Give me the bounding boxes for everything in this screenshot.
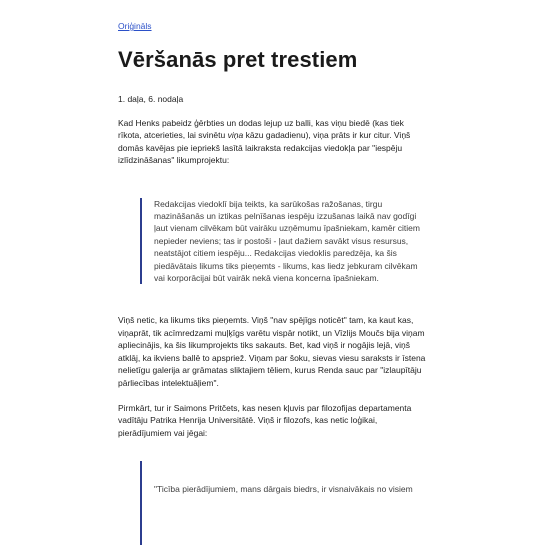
blockquote-1: Redakcijas viedoklī bija teikts, ka sarūkošas ražošanas, tirgu mazināšanās un iztikas pelnīšanas iespēju izzušanas laikā nav godīgi ļaut vienam cilvēkam būt vairāku uzņēmumu īpašniekam, kamēr citiem nepieder neviens; tas ir postoši - ļaut dažiem savākt visus resursus, neatstājot citiem iespēju... Redakcijas viedoklis paredzēja, ka šis piedāvātais likums tiks pieņemts - likums, kas liedz jebkuram cilvēkam vai korporācijai būt vairāk nekā viena koncerna īpašniekam. — [140, 198, 424, 285]
article — [118, 16, 428, 545]
original-link[interactable]: Oriģināls — [118, 21, 152, 31]
paragraph-2: Viņš netic, ka likums tiks pieņemts. Viņš "nav spējīgs noticēt" tam, ka kaut kas, viņaprāt, tik acīmredzami muļķīgs varētu vispār notikt, un Vīzlijs Moučs bija viņam apliecinājis, ka šis likumprojekts tiks sakauts. Bet, kad viņš ir nogājis lejā, viņš atklāj, ka ikviens ballē to apspriež. Viņam par šoku, sievas viesu saraksts ir īstena nelietīgu galerija ar grāmatas sliktajiem tēliem, kurus Renda sauc par "izlaupītāju pārliecības intelektuāļiem". — [118, 315, 426, 388]
paragraph-1 — [118, 117, 428, 167]
paragraph-1-text-before: Kad Henks pabeidz ģērbties un dodas lejup uz balli, kas viņu biedē (kas tiek rīkota, atcerieties, lai svinētu — [118, 118, 404, 141]
blockquote-2: "Ticība pierādījumiem, mans dārgais biedrs, ir visnaivākais no visiem — [140, 461, 424, 545]
page-title: Vēršanās pret trestiem — [118, 47, 358, 72]
paragraph-1-emphasis: viņa — [227, 130, 244, 141]
chapter-meta: 1. daļa, 6. nodaļa — [118, 94, 184, 104]
paragraph-3: Pirmkārt, tur ir Saimons Pritčets, kas nesen kļuvis par filozofijas departamenta vadītāju Patrika Henrija Universitātē. Viņš ir filozofs, kas netic loģikai, pierādījumiem vai jēgai: — [118, 402, 412, 438]
paragraph-1-text-after: kāzu gadadienu), viņa prāts ir kur citur. Viņš domās kavējas pie iepriekš lasītā laikraksta redakcijas viedokļa par "iespēju izlīdzināšanas" likumprojektu: — [118, 130, 411, 166]
